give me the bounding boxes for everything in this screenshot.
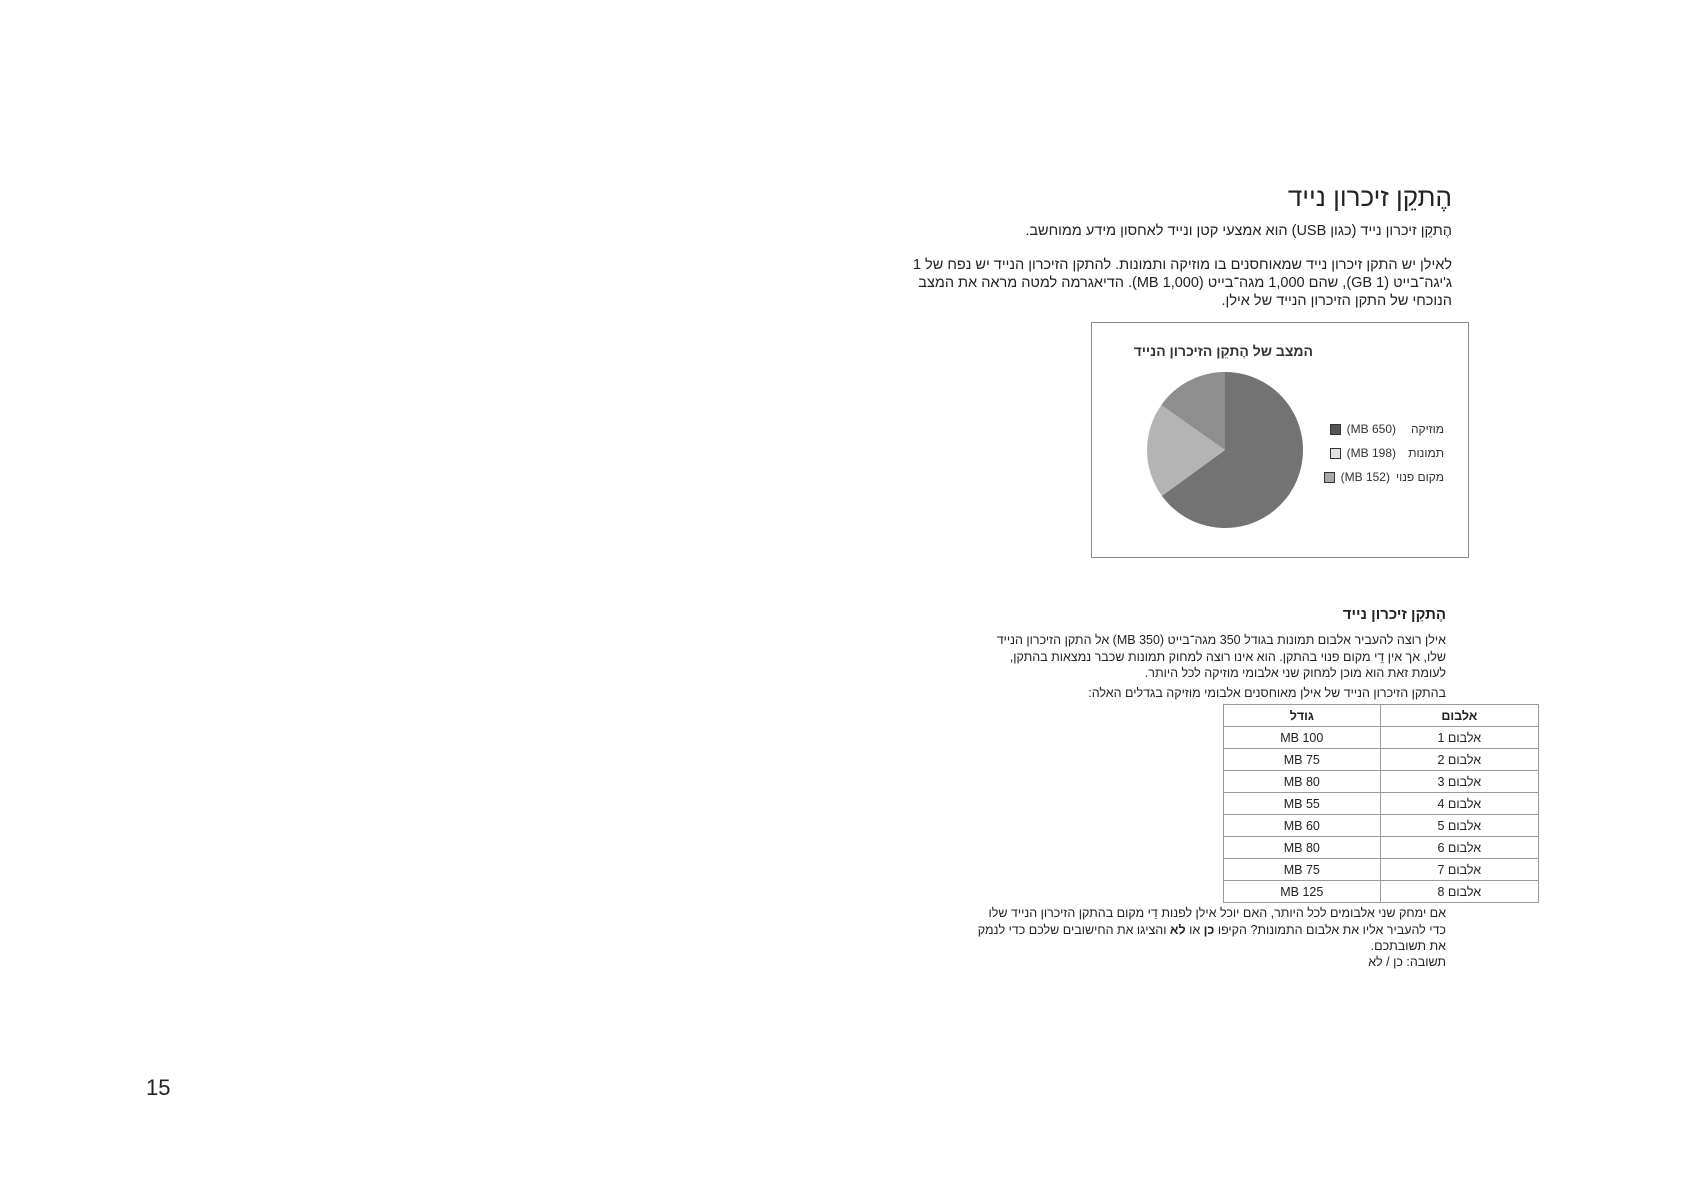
header-album: אלבום — [1380, 705, 1538, 727]
legend-item-photos — [1330, 446, 1444, 460]
answer-line[interactable]: תשובה: כן / לא — [1368, 955, 1446, 969]
option-no: לא — [1169, 922, 1186, 937]
album-name: אלבום 6 — [1380, 837, 1538, 859]
table-row — [1224, 749, 1539, 771]
album-size: 75 MB — [1224, 859, 1381, 881]
album-name: אלבום 1 — [1380, 727, 1538, 749]
album-size: 75 MB — [1224, 749, 1381, 771]
question-part: אם ימחק שני אלבומים לכל היותר, האם יוכל אילן לפנות דֵי מקום בהתקן הזיכרון הנייד שלו כדי להעביר אליו את אלבום התמונות? הקיפו — [988, 906, 1446, 937]
legend-value: (650 MB) — [1346, 422, 1396, 436]
legend-swatch — [1330, 424, 1341, 435]
album-size: 125 MB — [1224, 881, 1381, 903]
table-row — [1224, 881, 1539, 903]
table-row — [1224, 859, 1539, 881]
page-number: 15 — [146, 1075, 171, 1100]
album-size: 80 MB — [1224, 771, 1381, 793]
legend-item-music — [1330, 422, 1444, 436]
intro-line: הֶתקֵן זיכרון נייד (כגון USB) הוא אמצעי קטן ונייד לאחסון מידע ממוחשב. — [1025, 223, 1452, 239]
album-name: אלבום 3 — [1380, 771, 1538, 793]
table-row — [1224, 727, 1539, 749]
legend-swatch — [1324, 472, 1335, 483]
question-part: או — [1185, 922, 1204, 937]
album-size: 100 MB — [1224, 727, 1381, 749]
album-size: 80 MB — [1224, 837, 1381, 859]
table-header-row — [1224, 705, 1539, 727]
section-title: הֶתקֵן זיכרון נייד — [1342, 606, 1446, 623]
pie-chart-panel — [1091, 322, 1469, 558]
section-paragraph: אילן רוצה להעביר אלבום תמונות בגודל 350 מגה־בייט (350 MB) אל התקן הזיכרון הנייד שלו, אך אין דֵי מקום פנוי בהתקן. הוא אינו רוצה למחוק תמונות שכבר נמצאות בהתקן, לעומת זאת הוא מוכן למחוק שני אלבומי מוזיקה לכל היותר. — [996, 633, 1446, 680]
table-row — [1224, 815, 1539, 837]
table-row — [1224, 837, 1539, 859]
question-part: והציגו את החישובים שלכם כדי לנמק את תשובתכם. — [977, 922, 1446, 953]
header-size: גודל — [1224, 705, 1381, 727]
legend-item-free-space — [1324, 470, 1444, 484]
intro-paragraph: לאילן יש התקן זיכרון נייד שמאוחסנים בו מוזיקה ותמונות. להתקן הזיכרון הנייד יש נפח של 1 ג'יגה־בייט (1 GB), שהם 1,000 מגה־בייט (1,000 MB). הדיאגרמה למטה מראה את המצב הנוכחי של התקן הזיכרון הנייד של אילן. — [912, 257, 1452, 309]
legend-swatch — [1330, 448, 1341, 459]
albums-table — [1223, 704, 1539, 903]
legend-label: תמונות — [1408, 446, 1444, 460]
chart-title: המצב של הֶתקֵן הזיכרון הנייד — [1133, 343, 1313, 359]
table-intro: בהתקן הזיכרון הנייד של אילן מאוחסנים אלבומי מוזיקה בגדלים האלה: — [1088, 686, 1446, 700]
legend-value: (152 MB) — [1340, 470, 1390, 484]
table-row — [1224, 771, 1539, 793]
pie-chart — [1092, 323, 1470, 559]
album-name: אלבום 4 — [1380, 793, 1538, 815]
table-row — [1224, 793, 1539, 815]
album-name: אלבום 5 — [1380, 815, 1538, 837]
legend-label: מקום פנוי — [1395, 470, 1444, 484]
album-name: אלבום 7 — [1380, 859, 1538, 881]
album-size: 55 MB — [1224, 793, 1381, 815]
legend-label: מוזיקה — [1410, 422, 1444, 436]
album-size: 60 MB — [1224, 815, 1381, 837]
legend-value: (198 MB) — [1346, 446, 1396, 460]
album-name: אלבום 8 — [1380, 881, 1538, 903]
question-text — [976, 905, 1446, 955]
album-name: אלבום 2 — [1380, 749, 1538, 771]
option-yes: כן — [1203, 922, 1215, 937]
page-title: הֶתקֵן זיכרון נייד — [1287, 182, 1452, 212]
